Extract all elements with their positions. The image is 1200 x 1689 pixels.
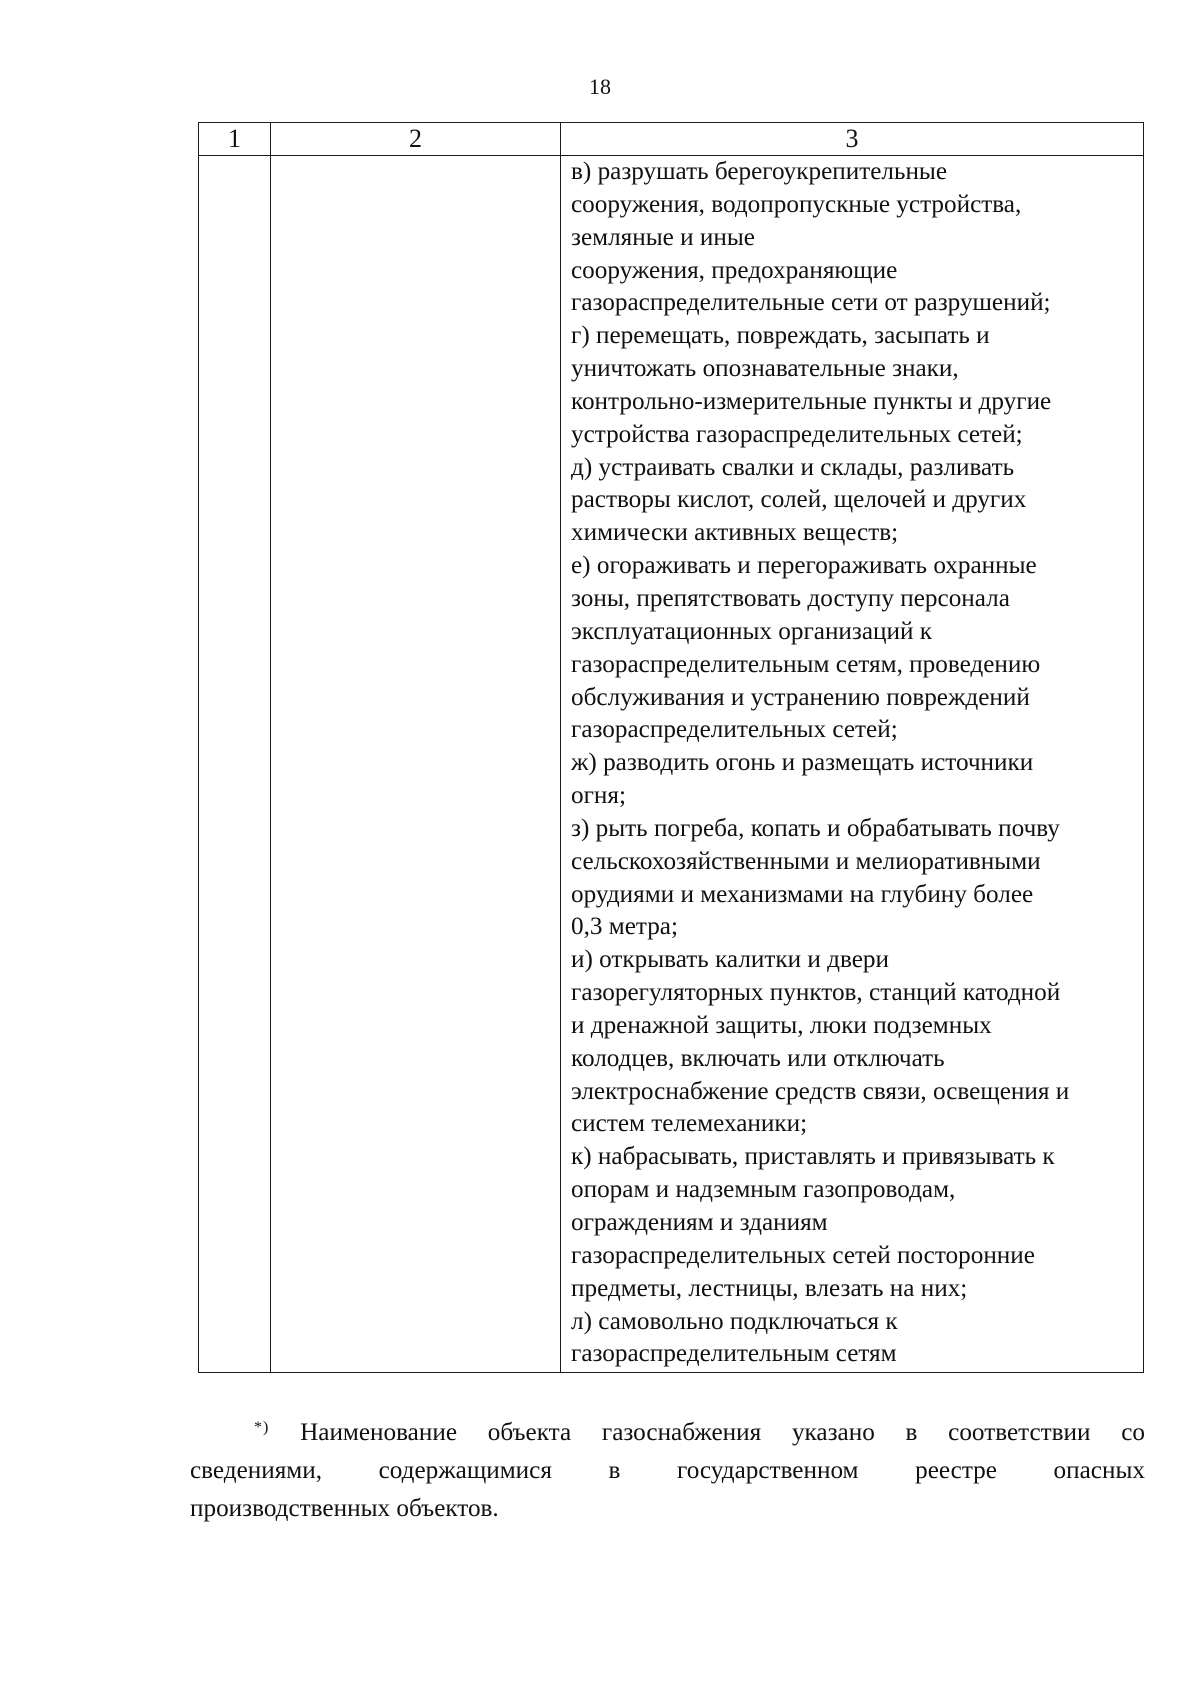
column-header-2: 2: [271, 123, 561, 156]
cell-text-line: устройства газораспределительных сетей;: [571, 420, 1023, 448]
cell-text-line: опорам и надземным газопроводам,: [571, 1176, 956, 1204]
cell-text-line: колодцев, включать или отключать: [571, 1044, 945, 1072]
cell-text-line: г) перемещать, повреждать, засыпать и: [571, 322, 990, 350]
prohibitions-list: [561, 156, 1143, 1371]
footnote-line: производственных объектов.: [190, 1495, 499, 1522]
table-cell-col3: [561, 156, 1144, 1373]
footnote: [190, 1409, 1145, 1528]
page-number: 18: [589, 74, 611, 99]
cell-text-line: газораспределительные сети от разрушений;: [571, 289, 1051, 317]
cell-text-line: газораспределительным сетям, проведению: [571, 650, 1041, 678]
footnote-line: [190, 1409, 1145, 1452]
cell-text-line: зоны, препятствовать доступу персонала: [571, 584, 1010, 612]
cell-text-line: систем телемеханики;: [571, 1110, 808, 1138]
cell-text-line: эксплуатационных организаций к: [571, 617, 933, 645]
cell-text-line: в) разрушать берегоукрепительные: [571, 158, 948, 185]
cell-text-line: газораспределительным сетям: [571, 1340, 897, 1368]
cell-text-line: орудиями и механизмами на глубину более: [571, 880, 1034, 908]
content-table: [198, 122, 1144, 1373]
cell-text-line: предметы, лестницы, влезать на них;: [571, 1274, 968, 1302]
cell-text-line: контрольно-измерительные пункты и другие: [571, 387, 1052, 415]
cell-text-line: газораспределительных сетей;: [571, 716, 898, 744]
cell-text-line: сооружения, водопропускные устройства,: [571, 190, 1022, 218]
footnote-marker: *): [254, 1419, 270, 1436]
footnote-line: сведениями, содержащимися в государственном реестре опасных: [190, 1457, 1145, 1484]
table-row: [199, 156, 1144, 1373]
column-header-1: 1: [199, 123, 271, 156]
cell-text-line: газорегуляторных пунктов, станций катодной: [571, 979, 1061, 1007]
cell-text-line: огня;: [571, 782, 626, 810]
cell-text-line: з) рыть погреба, копать и обрабатывать почву: [571, 814, 1060, 842]
cell-text-line: к) набрасывать, приставлять и привязывать к: [571, 1143, 1055, 1171]
cell-text-line: е) огораживать и перегораживать охранные: [571, 552, 1037, 580]
cell-text-line: л) самовольно подключаться к: [571, 1307, 898, 1335]
column-header-3: 3: [561, 123, 1144, 156]
cell-text-line: электроснабжение средств связи, освещения и: [571, 1077, 1070, 1105]
table-header-row: [199, 123, 1144, 156]
cell-text-line: растворы кислот, солей, щелочей и других: [571, 486, 1027, 514]
cell-text-line: сельскохозяйственными и мелиоративными: [571, 847, 1041, 875]
cell-text-line: ограждениям и зданиям: [571, 1209, 828, 1236]
table-cell-col2: [271, 156, 561, 1373]
cell-text-line: ж) разводить огонь и размещать источники: [571, 749, 1034, 777]
table-cell-col1: [199, 156, 271, 1373]
cell-text-line: обслуживания и устранению повреждений: [571, 683, 1030, 711]
cell-text-line: газораспределительных сетей посторонние: [571, 1241, 1035, 1269]
cell-text-line: химически активных веществ;: [571, 519, 899, 547]
cell-text-line: сооружения, предохраняющие: [571, 256, 898, 284]
cell-text-line: д) устраивать свалки и склады, разливать: [571, 453, 1015, 481]
cell-text-line: земляные и иные: [571, 223, 755, 251]
cell-text-line: уничтожать опознавательные знаки,: [571, 355, 959, 383]
cell-text-line: и дренажной защиты, люки подземных: [571, 1011, 992, 1039]
footnote-text: Наименование объекта газоснабжения указано в соответствии со: [300, 1419, 1145, 1446]
cell-text-line: 0,3 метра;: [571, 913, 678, 941]
cell-text-line: и) открывать калитки и двери: [571, 946, 889, 974]
